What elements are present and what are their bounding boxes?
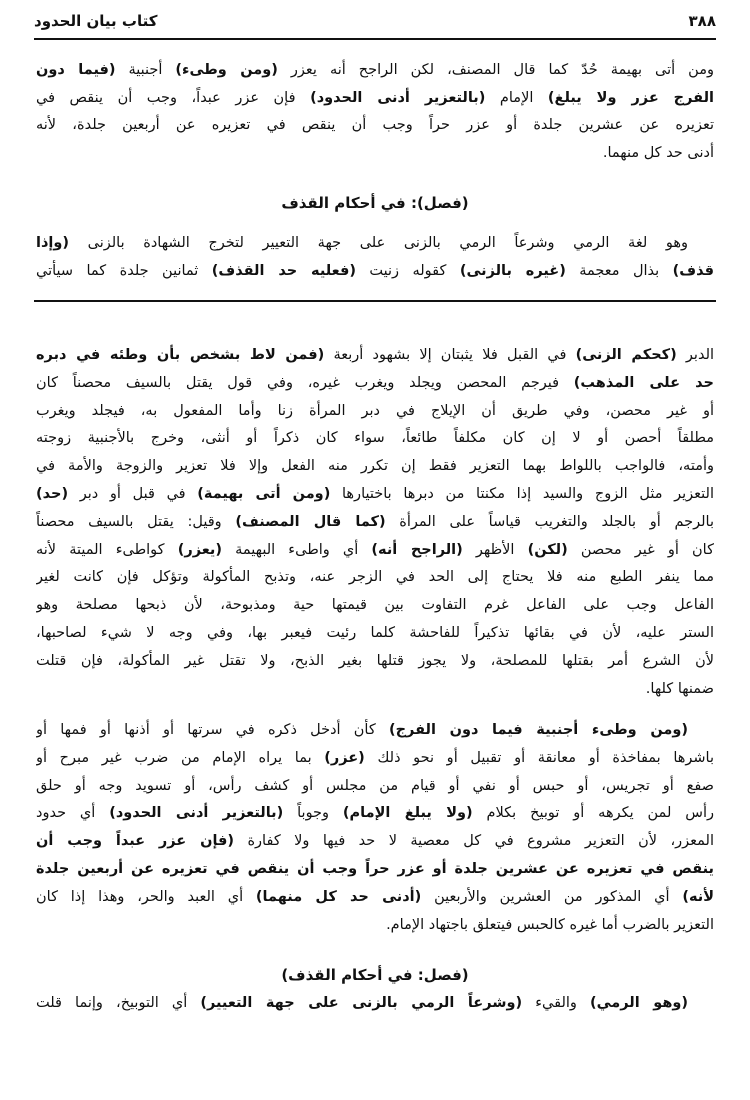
bold-text-segment: (أدنى حد كل منهما) bbox=[255, 888, 422, 905]
bold-text-segment: (ومن أتى بهيمة) bbox=[197, 486, 331, 502]
bold-text-segment: (عزر) bbox=[324, 749, 365, 766]
bold-text-segment: (بالتعزير أدنى الحدود) bbox=[310, 89, 486, 106]
text-segment: لأن الشرع أمر بقتلها للمصلحة، ولا يجوز قتلها بغير الذبح، ولا تقتل غير المأكولة، فإن قتلت bbox=[36, 652, 714, 669]
bold-text-segment: (فعليه حد القذف) bbox=[211, 263, 356, 279]
text-segment: كان أو غير محصن bbox=[567, 541, 714, 558]
bold-text-segment: (غيره بالزنى) bbox=[459, 263, 566, 279]
header-rule bbox=[34, 38, 716, 40]
text-segment: أي واطىء البهيمة bbox=[221, 541, 372, 558]
bold-text-segment: (ومن وطىء أجنبية فيما دون الفرج) bbox=[388, 722, 688, 738]
text-segment: وقيل: يقتل بالسيف محصناً bbox=[36, 513, 236, 530]
book-title: كتاب بيان الحدود bbox=[34, 12, 158, 30]
text-segment: الإمام bbox=[485, 89, 548, 106]
text-segment: باشرها بمفاخذة أو معانقة أو تقبيل أو نحو ذلك bbox=[364, 749, 714, 766]
text-segment: كقوله زنيت bbox=[355, 263, 460, 279]
text-segment: أجنبية bbox=[115, 62, 176, 78]
text-segment: أي العبد والحر، وهذا إذا كان bbox=[36, 888, 256, 905]
footnote-separator bbox=[34, 300, 716, 302]
text-segment: والقيء bbox=[522, 995, 590, 1011]
text-line bbox=[36, 258, 714, 284]
text-line bbox=[36, 773, 714, 799]
text-segment: الأظهر bbox=[462, 541, 528, 558]
text-line bbox=[36, 425, 714, 451]
text-line bbox=[36, 717, 688, 743]
bold-text-segment: (وإذا bbox=[36, 235, 70, 251]
text-segment: ومن أتى بهيمة حُدّ كما قال المصنف، لكن الراجح أنه يعزر bbox=[277, 62, 714, 78]
bold-text-segment: (كحكم الزنى) bbox=[575, 347, 677, 363]
text-line bbox=[36, 85, 714, 111]
text-line bbox=[36, 990, 688, 1016]
text-segment: ثمانين جلدة كما سيأتي bbox=[36, 263, 212, 279]
bold-text-segment: (فإن عزر عبداً وجب أن bbox=[36, 833, 235, 850]
text-line bbox=[36, 912, 714, 938]
text-line bbox=[36, 140, 714, 166]
text-segment: مطلقاً أحصن أو لا إن كان مكلفاً طائعاً، سواء كان ذكراً أو أنثى، وخرج بالأجنبية زوجته bbox=[36, 430, 714, 447]
bold-text-segment: (وهو الرمي) bbox=[590, 995, 688, 1011]
text-line bbox=[36, 230, 688, 256]
text-segment: الفاعل وجب على الفاعل غرم التفاوت بين قيمتها حية ومذبوحة، لأن ذبحها مصلحة وهو bbox=[36, 597, 714, 614]
text-line bbox=[36, 620, 714, 646]
section-heading-commentary: (فصل: في أحكام القذف) bbox=[281, 966, 469, 984]
bold-text-segment: قذف) bbox=[672, 263, 714, 279]
text-segment: أي حدود bbox=[36, 805, 110, 822]
text-line bbox=[36, 509, 714, 535]
text-segment: كواطىء الميتة لأنه bbox=[36, 541, 178, 558]
bold-text-segment: (فمن لاط بشخص بأن وطئه في دبره bbox=[36, 347, 325, 363]
text-line bbox=[36, 800, 714, 826]
text-segment: الستر عليه، لأن في بقائها تذكيراً للفاحشة كلما رئيت فيعبر بها، وفي وجه لا شيء لصاحبها، bbox=[36, 625, 714, 641]
bold-text-segment: (لكن) bbox=[527, 541, 568, 558]
text-line bbox=[36, 676, 714, 702]
text-line bbox=[36, 856, 714, 882]
text-line bbox=[36, 57, 714, 83]
text-line bbox=[36, 112, 714, 138]
text-segment: مما ينفر الطبع منه فلا يحتاج إلى الحد في الزجر عنه، وتذبح المأكولة وتؤكل فإن كانت لغير bbox=[36, 569, 714, 586]
text-line bbox=[36, 592, 714, 618]
text-line bbox=[36, 884, 714, 910]
text-segment: في القبل فلا يثبتان إلا بشهود أربعة bbox=[324, 347, 576, 363]
text-segment: أي المذكور من العشرين والأربعين bbox=[421, 888, 683, 905]
text-segment: بما يراه الإمام من ضرب غير مبرح أو bbox=[36, 749, 325, 766]
bold-text-segment: (وشرعاً الرمي بالزنى على جهة التعيير) bbox=[200, 995, 523, 1011]
text-segment: بذال معجمة bbox=[565, 263, 673, 279]
bold-text-segment: ينقص في تعزيره عن عشرين جلدة أو عزر حراً وجب أن ينقص في تعزيره عن أربعين جلدة bbox=[36, 861, 714, 877]
bold-text-segment: (الراجح أنه) bbox=[371, 541, 463, 558]
bold-text-segment: لأنه) bbox=[682, 888, 714, 905]
text-line bbox=[36, 398, 714, 424]
text-line bbox=[36, 745, 714, 771]
text-segment: الدبر bbox=[676, 347, 714, 363]
bold-text-segment: حد على المذهب) bbox=[573, 374, 714, 391]
text-segment: أدنى حد كل منهما. bbox=[602, 144, 714, 161]
text-line bbox=[36, 453, 714, 479]
text-segment: كأن أدخل ذكره في سرتها أو أذنها أو فمها أو bbox=[36, 722, 389, 738]
bold-text-segment: (فيما دون bbox=[36, 62, 116, 78]
text-segment: تعزيره عن عشرين جلدة أو عزر حراً وجب أن ينقص في تعزيره عن أربعين جلدة، لأنه bbox=[36, 117, 714, 133]
text-segment: التعزير مثل الزوج والسيد إذا مكنتا من دبرها باختيارها bbox=[330, 486, 714, 502]
section-heading-main: (فصل): في أحكام القذف bbox=[281, 194, 469, 212]
text-segment: وجوباً bbox=[283, 805, 343, 822]
text-line bbox=[36, 481, 714, 507]
text-segment: أو غير محصن، وفي طريق أن الإيلاج في دبر المرأة زنا وأما المفعول به، فيجلد ويغرب bbox=[36, 402, 714, 419]
bold-text-segment: (يعزر) bbox=[177, 541, 222, 558]
text-segment: فإن عزر عبداً، وجب أن ينقص في bbox=[36, 89, 311, 106]
text-segment: المعزر، لأن التعزير مشروع في كل معصية لا حد فيها ولا كفارة bbox=[234, 833, 714, 850]
text-segment: في قبل أو دبر bbox=[68, 486, 198, 502]
text-line bbox=[36, 342, 714, 368]
text-line bbox=[36, 648, 714, 674]
text-segment: ضمنها كلها. bbox=[645, 680, 714, 697]
text-segment: وهو لغة الرمي وشرعاً الرمي بالزنى على جهة التعيير لتخرج الشهادة بالزنى bbox=[69, 235, 688, 251]
bold-text-segment: (بالتعزير أدنى الحدود) bbox=[109, 805, 284, 822]
text-line bbox=[36, 370, 714, 396]
text-segment: التعزير بالضرب أما غيره كالحبس فيتعلق باجتهاد الإمام. bbox=[386, 916, 714, 933]
running-header bbox=[34, 8, 716, 36]
text-line bbox=[36, 537, 714, 563]
text-segment: رأس لمن يكرهه أو توبيخ بكلام bbox=[472, 805, 714, 822]
text-line bbox=[36, 828, 714, 854]
text-segment: أي التوبيخ، وإنما قلت bbox=[36, 995, 201, 1011]
bold-text-segment: (ولا يبلغ الإمام) bbox=[342, 805, 473, 822]
bold-text-segment: الفرج عزر ولا يبلغ) bbox=[547, 89, 714, 106]
text-segment: فيرجم المحصن ويجلد ويغرب غيره، وفي قول يقتل بالسيف محصناً كان bbox=[36, 374, 574, 391]
text-segment: صفع أو تجريس، أو حبس أو نفي أو قيام من مجلس أو كشف رأس، أو تسويد وجه أو حلق bbox=[36, 777, 714, 794]
bold-text-segment: (كما قال المصنف) bbox=[235, 513, 386, 530]
text-segment: وأمته، فالواجب باللواط بهما التعزير فقط إن تكرر منه الفعل وإلا فلا تعزير والزوجة والأمة في bbox=[36, 458, 714, 475]
bold-text-segment: (حد) bbox=[36, 486, 69, 502]
text-line bbox=[36, 564, 714, 590]
page-number: ٣٨٨ bbox=[688, 12, 716, 30]
bold-text-segment: (ومن وطىء) bbox=[175, 62, 278, 78]
text-segment: بالرجم أو بالجلد والتغريب قياساً على المرأة bbox=[385, 513, 714, 530]
